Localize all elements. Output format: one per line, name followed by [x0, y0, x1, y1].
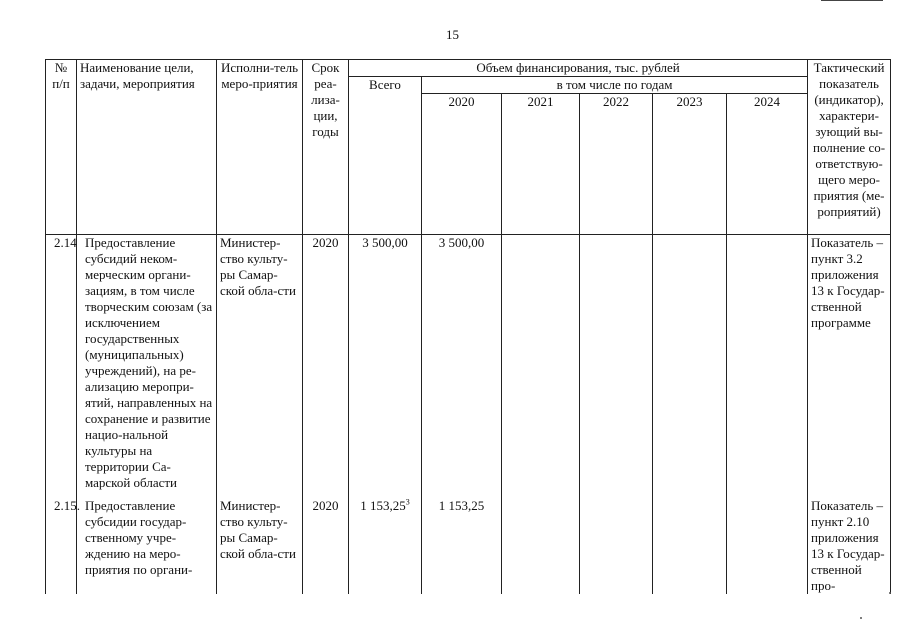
header-executor: Исполни-тель меро-приятия [217, 60, 303, 235]
row-term: 2020 [303, 235, 349, 498]
header-year-2020: 2020 [422, 94, 502, 235]
row-indicator: Показатель – пункт 2.10 приложения 13 к Государ-ственной про- [808, 498, 891, 594]
header-total: Всего [349, 77, 422, 235]
row-indicator: Показатель – пункт 3.2 приложения 13 к Государ-ственной программе [808, 235, 891, 498]
header-year-2024: 2024 [727, 94, 808, 235]
row-2020: 3 500,00 [422, 235, 502, 498]
row-executor: Министер-ство культу-ры Самар-ской обла-сти [217, 498, 303, 594]
row-2023 [653, 498, 727, 594]
scan-speck [889, 592, 891, 594]
row-name: Предоставление субсидии государ-ственному учре-ждению на меро-приятия по органи- [77, 498, 217, 594]
row-2024 [727, 235, 808, 498]
row-executor: Министер-ство культу-ры Самар-ской обла-сти [217, 235, 303, 498]
table-row [46, 498, 891, 594]
row-2023 [653, 235, 727, 498]
row-num: 2.14 [46, 235, 77, 498]
row-name: Предоставление субсидий неком-мерческим органи-зациям, в том числе творческим союзам (за исключением государственных (муниципальных) учреждений), на ре-ализацию меропри-ятий, направленных на сохранение и развитие нацио-нальной культуры на территории Са-марской области [77, 235, 217, 498]
table-row [46, 235, 891, 498]
scan-speck [860, 617, 862, 619]
row-total [349, 498, 422, 594]
row-total-value: 3 500,00 [362, 235, 408, 250]
row-total-value: 1 153,25 [360, 497, 406, 513]
page-number: 15 [446, 27, 459, 42]
row-term: 2020 [303, 498, 349, 594]
row-num: 2.15. [46, 498, 77, 594]
header-term: Срок реа-лиза-ции, годы [303, 60, 349, 235]
funding-table [45, 59, 891, 594]
row-total [349, 235, 422, 498]
row-2024 [727, 498, 808, 594]
row-2020: 1 153,25 [422, 498, 502, 594]
header-year-2021: 2021 [502, 94, 580, 235]
header-by-years: в том числе по годам [422, 77, 808, 94]
header-name: Наименование цели, задачи, мероприятия [77, 60, 217, 235]
row-2021 [502, 498, 580, 594]
header-year-2022: 2022 [580, 94, 653, 235]
row-2022 [580, 498, 653, 594]
header-funding: Объем финансирования, тыс. рублей [349, 60, 808, 77]
row-2022 [580, 235, 653, 498]
row-total-note: 3 [405, 497, 410, 507]
corner-rule [821, 0, 883, 1]
header-year-2023: 2023 [653, 94, 727, 235]
header-num: № п/п [46, 60, 77, 235]
header-indicator: Тактический показатель (индикатор), характери-зующий вы-полнение со-ответствую-щего меро-приятия (ме-роприятий) [808, 60, 891, 235]
row-2021 [502, 235, 580, 498]
